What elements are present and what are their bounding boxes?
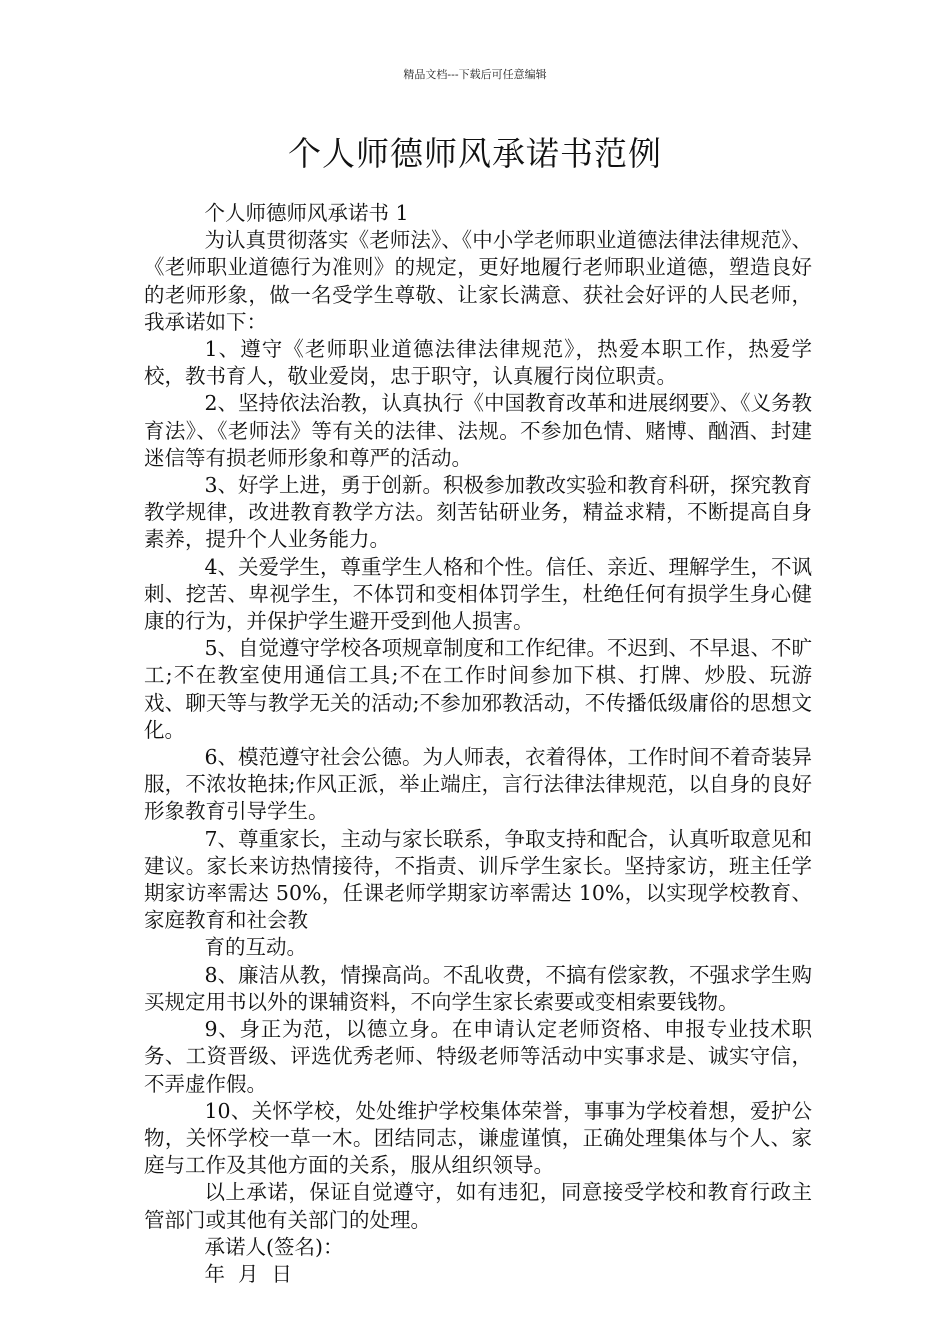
pledge-item-2: 2、坚持依法治教，认真执行《中国教育改革和进展纲要》、《义务教育法》、《老师法》等有关的法律、法规。不参加色情、赌博、酗酒、封建迷信等有损老师形象和尊严的活动。 [144,391,813,470]
document-subtitle: 个人师德师风承诺书 1 [204,201,409,225]
closing-paragraph: 以上承诺，保证自觉遵守，如有违犯，同意接受学校和教育行政主管部门或其他有关部门的处理。 [144,1180,812,1232]
intro-paragraph: 为认真贯彻落实《老师法》、《中小学老师职业道德法律法律规范》、《老师职业道德行为准则》的规定，更好地履行老师职业道德，塑造良好的老师形象，做一名受学生尊敬、让家长满意、获社会好评的人民老师，我承诺如下： [144,228,812,334]
page-header: 精品文档---下载后可任意编辑 [403,68,547,81]
pledge-item-4: 4、关爱学生，尊重学生人格和个性。信任、亲近、理解学生，不讽刺、挖苦、卑视学生，不体罚和变相体罚学生，杜绝任何有损学生身心健康的行为，并保护学生避开受到他人损害。 [144,554,813,634]
pledge-item-8: 8、廉洁从教，情操高尚。不乱收费，不搞有偿家教，不强求学生购买规定用书以外的课辅资料，不向学生家长索要或变相索要钱物。 [144,962,813,1014]
pledge-item-10: 10、关怀学校，处处维护学校集体荣誉，事事为学校着想，爱护公物，关怀学校一草一木。团结同志，谦虚谨慎，正确处理集体与个人、家庭与工作及其他方面的关系，服从组织领导。 [144,1098,812,1178]
date-line: 年 月 日 [204,1261,293,1286]
pledge-item-7-continuation: 育的互动。 [204,935,307,960]
pledge-item-3: 3、好学上进，勇于创新。积极参加教改实验和教育科研，探究教育教学规律，改进教育教学方法。刻苦钻研业务，精益求精，不断提高自身素养，提升个人业务能力。 [144,473,813,552]
pledge-item-7: 7、尊重家长，主动与家长联系，争取支持和配合，认真听取意见和建议。家长来访热情接待，不指责、训斥学生家长。坚持家访，班主任学期家访率需达 50%，任课老师学期家访率需达 10%，以实现学校教育、家庭教育和社会教 [144,826,813,933]
pledge-item-6: 6、模范遵守社会公德。为人师表，衣着得体，工作时间不着奇装异服，不浓妆艳抹;作风正派，举止端庄，言行法律法律规范，以自身的良好形象教育引导学生。 [144,745,813,824]
pledge-item-1: 1、遵守《老师职业道德法律法律规范》，热爱本职工作，热爱学校，教书育人，敬业爱岗，忠于职守，认真履行岗位职责。 [144,337,812,389]
pledge-item-5: 5、自觉遵守学校各项规章制度和工作纪律。不迟到、不早退、不旷工;不在教室使用通信工具;不在工作时间参加下棋、打牌、炒股、玩游戏、聊天等与教学无关的活动;不参加邪教活动，不传播低级庸俗的思想文化。 [144,636,813,742]
pledge-item-9: 9、身正为范，以德立身。在申请认定老师资格、申报专业技术职务、工资晋级、评选优秀老师、特级老师等活动中实事求是、诚实守信，不弄虚作假。 [144,1017,812,1096]
document-title: 个人师德师风承诺书范例 [288,134,662,173]
signature-line: 承诺人(签名)： [204,1234,344,1259]
document-body [144,200,812,1288]
